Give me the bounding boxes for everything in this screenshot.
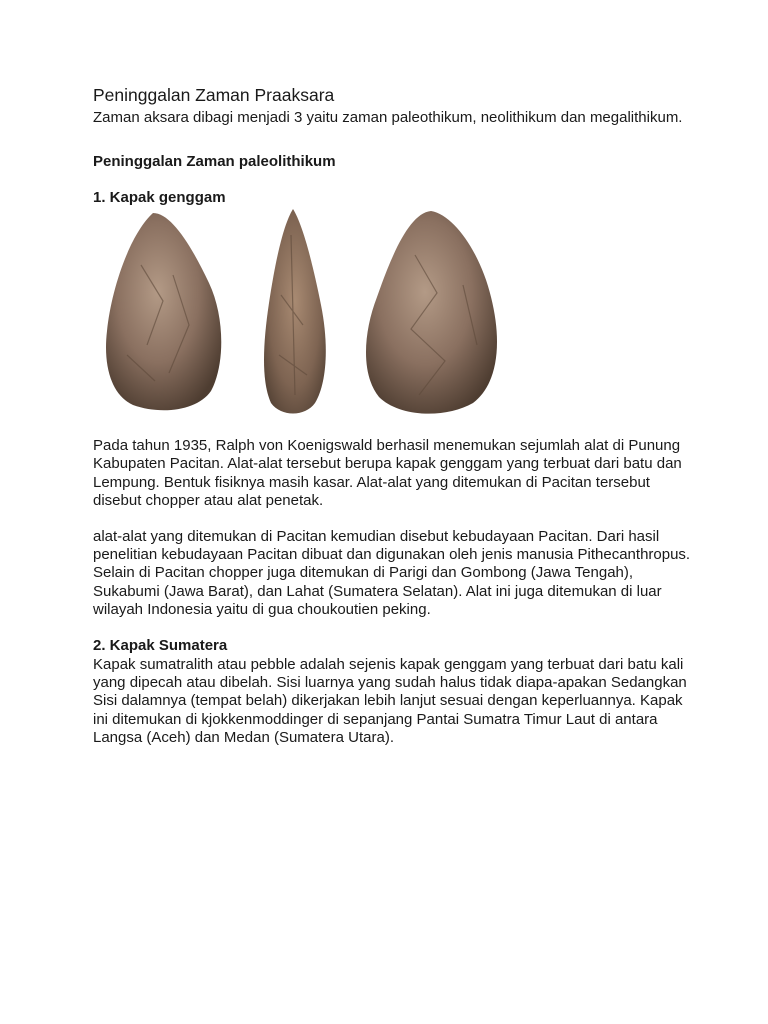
intro-paragraph: Zaman aksara dibagi menjadi 3 yaitu zaman paleothikum, neolithikum dan megalithikum.: [93, 109, 683, 126]
document-page: [93, 84, 693, 747]
document-title: Peninggalan Zaman Praaksara: [93, 85, 335, 105]
item-heading-kapak-sumatera: 2. Kapak Sumatera: [93, 637, 228, 655]
hand-axe-stones-icon: [93, 205, 513, 427]
section-heading: Peninggalan Zaman paleolithikum: [93, 153, 336, 171]
hand-axe-stones-image: [93, 205, 513, 427]
item-heading-kapak-genggam: 1. Kapak genggam: [93, 189, 226, 207]
paragraph-kapak-genggam-1: Pada tahun 1935, Ralph von Koenigswald berhasil menemukan sejumlah alat di Punung Kabupaten Pacitan. Alat-alat tersebut berupa kapak genggam yang terbuat dari batu dan Lempung. Bentuk fisiknya masih kasar. Alat-alat yang ditemukan di Pacitan tersebut disebut chopper atau alat penetak.: [93, 437, 682, 509]
paragraph-kapak-sumatera: Kapak sumatralith atau pebble adalah sejenis kapak genggam yang terbuat dari batu kali yang dipecah atau dibelah. Sisi luarnya yang sudah halus tidak diapa-apakan Sedangkan Sisi dalamnya (tempat belah) dikerjakan lebih lanjut sesuai dengan keperluannya. Kapak ini ditemukan di kjokkenmoddinger di sepanjang Pantai Sumatra Timur Laut di antara Langsa (Aceh) dan Medan (Sumatera Utara).: [93, 656, 687, 746]
paragraph-kapak-genggam-2: alat-alat yang ditemukan di Pacitan kemudian disebut kebudayaan Pacitan. Dari hasil penelitian kebudayaan Pacitan dibuat dan digunakan oleh jenis manusia Pithecanthropus. Selain di Pacitan chopper juga ditemukan di Parigi dan Gombong (Jawa Tengah), Sukabumi (Jawa Barat), dan Lahat (Sumatera Selatan). Alat ini juga ditemukan di luar wilayah Indonesia yaitu di gua choukoutien peking.: [93, 528, 691, 618]
